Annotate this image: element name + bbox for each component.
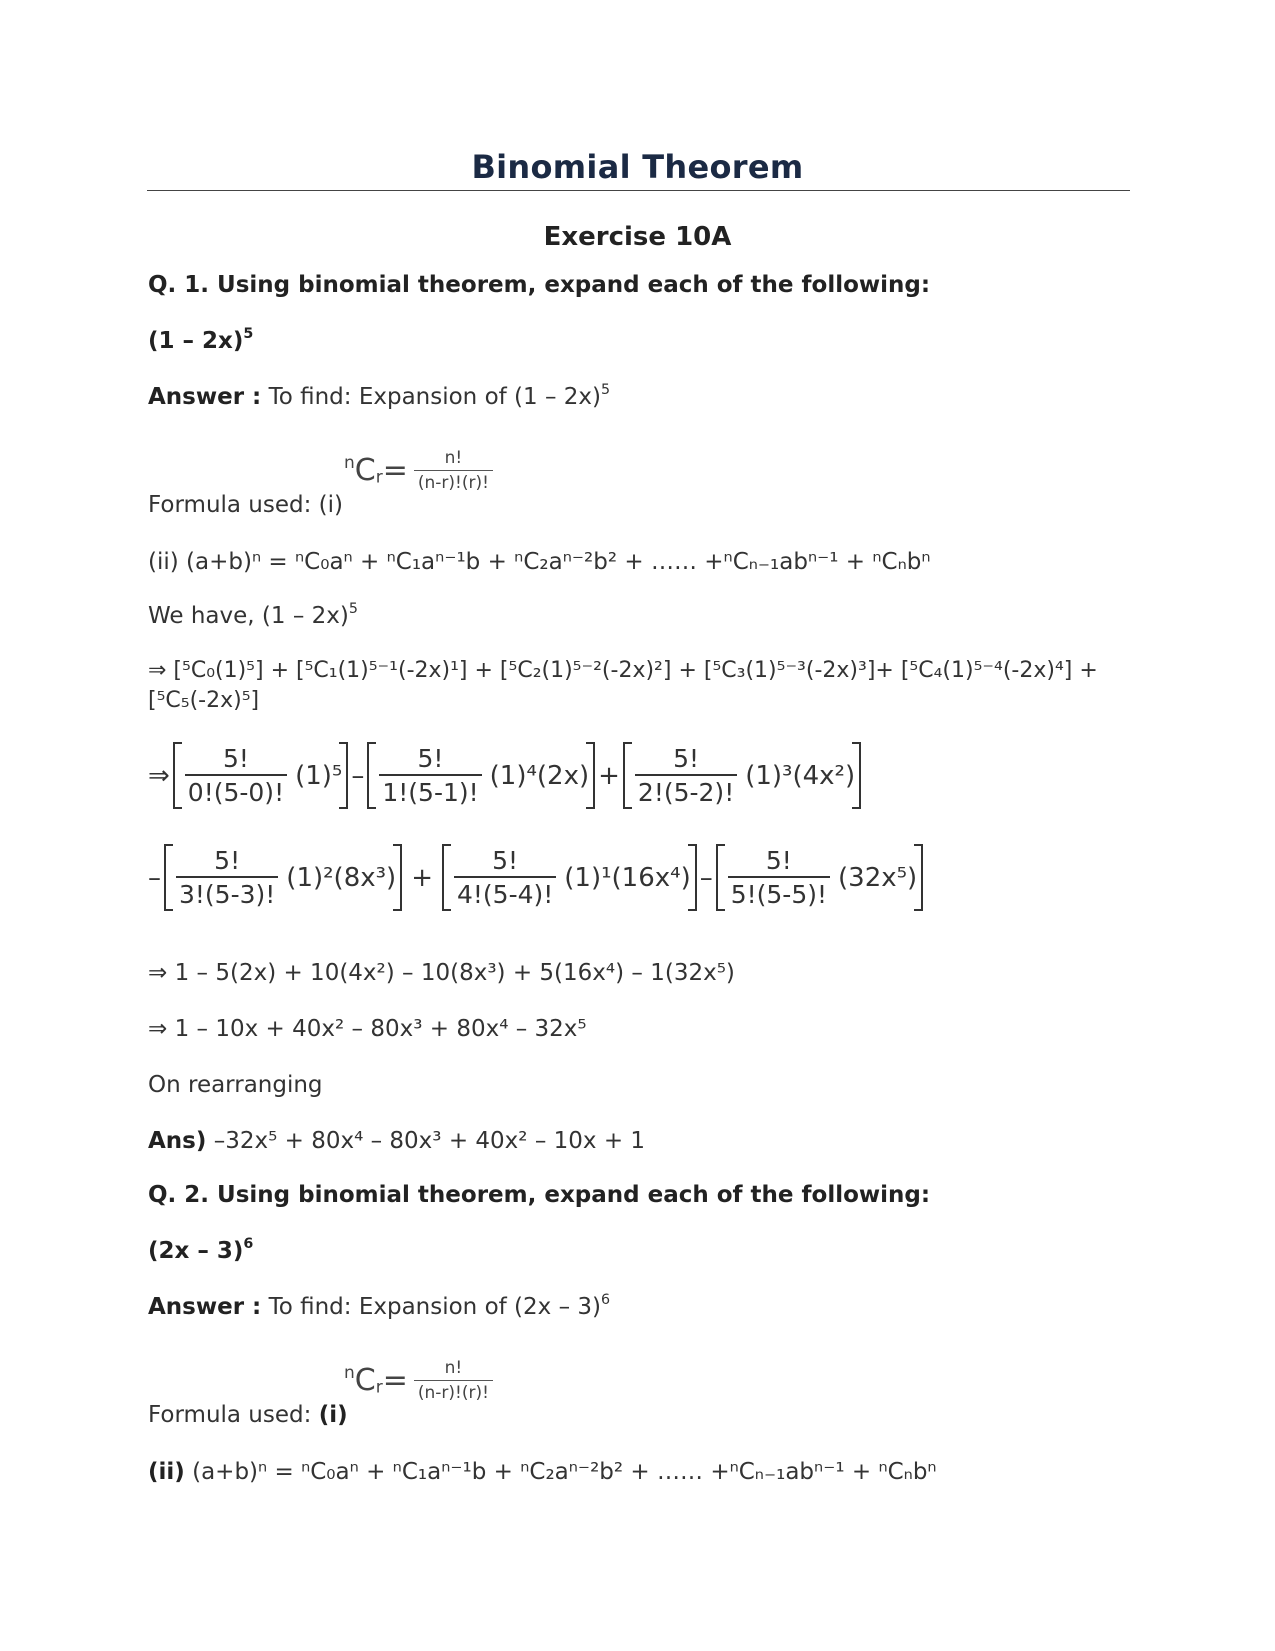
- ncr-numerator: n!: [444, 1358, 463, 1378]
- q1-we-have-exp: 5: [348, 601, 358, 618]
- q1-formula-ii-label: (ii): [148, 549, 179, 575]
- q2-formula-ii: [148, 1459, 937, 1485]
- term-3: [164, 844, 402, 911]
- term-5-factor: (32x⁵): [838, 862, 918, 893]
- q2-formula-label: [148, 1402, 348, 1428]
- q2-binomial-formula: (a+b)ⁿ = ⁿC₀aⁿ + ⁿC₁aⁿ⁻¹b + ⁿC₂aⁿ⁻²b² + …… +ⁿCₙ₋₁abⁿ⁻¹ + ⁿCₙbⁿ: [192, 1459, 937, 1485]
- q2-answer-text: To find: Expansion of (2x – 3): [261, 1294, 601, 1320]
- op-0: –: [351, 760, 365, 791]
- op-4: –: [699, 862, 713, 893]
- term-2-numerator: 5!: [673, 744, 700, 773]
- op-2: –: [148, 862, 161, 893]
- q1-formula-label: Formula used: (i): [148, 492, 344, 518]
- q1-fraction-row-2: [148, 844, 926, 911]
- q1-ans-label: Ans): [148, 1128, 207, 1154]
- q1-formula-ii: [148, 549, 931, 575]
- term-5: [716, 844, 923, 911]
- q1-question: Q. 1. Using binomial theorem, expand each of the following:: [148, 272, 931, 298]
- ncr-sup: n: [344, 1363, 355, 1384]
- term-1-factor: (1)⁴(2x): [489, 760, 590, 791]
- q1-answer-exp: 5: [601, 382, 611, 399]
- q2-answer-label: Answer :: [148, 1294, 262, 1320]
- ncr-sub: r: [375, 467, 383, 488]
- q2-formula-label-i: (i): [318, 1402, 348, 1428]
- ncr-fraction: [414, 1358, 493, 1403]
- term-3-denominator: 3!(5-3)!: [176, 876, 278, 909]
- q1-expression-exp: 5: [243, 326, 254, 343]
- q2-ncr-formula: [344, 1358, 493, 1403]
- q1-step1-line1: ⇒ [⁵C₀(1)⁵] + [⁵C₁(1)⁵⁻¹(-2x)¹] + [⁵C₂(1)⁵⁻²(-2x)²] + [⁵C₃(1)⁵⁻³(-2x)³]+ [⁵C₄(1)⁵⁻⁴(-2x)⁴] +: [148, 658, 1098, 683]
- op-3: +: [411, 862, 433, 893]
- term-4-numerator: 5!: [492, 846, 519, 875]
- term-0-fraction: [185, 744, 287, 807]
- term-3-fraction: [176, 846, 278, 909]
- term-4-fraction: [454, 846, 556, 909]
- q2-formula-label-text: Formula used:: [148, 1402, 319, 1428]
- ncr-letter: C: [354, 453, 376, 488]
- term-5-denominator: 5!(5-5)!: [728, 876, 830, 909]
- q1-step3: ⇒ 1 – 5(2x) + 10(4x²) – 10(8x³) + 5(16x⁴) – 1(32x⁵): [148, 960, 735, 986]
- q1-binomial-formula: (a+b)ⁿ = ⁿC₀aⁿ + ⁿC₁aⁿ⁻¹b + ⁿC₂aⁿ⁻²b² + …… +ⁿCₙ₋₁abⁿ⁻¹ + ⁿCₙbⁿ: [186, 549, 931, 575]
- q2-formula-ii-label: (ii): [148, 1459, 185, 1485]
- title-divider: [147, 190, 1130, 191]
- term-0-numerator: 5!: [222, 744, 249, 773]
- term-0: [173, 742, 349, 809]
- q1-answer-text: To find: Expansion of (1 – 2x): [261, 384, 601, 410]
- term-1-fraction: [379, 744, 481, 807]
- term-2: [623, 742, 861, 809]
- q1-step4: ⇒ 1 – 10x + 40x² – 80x³ + 80x⁴ – 32x⁵: [148, 1016, 587, 1042]
- q2-expression-exp: 6: [243, 1236, 254, 1253]
- ncr-sup: n: [344, 453, 355, 474]
- ncr-equals: =: [382, 453, 408, 488]
- term-3-factor: (1)²(8x³): [286, 862, 397, 893]
- q1-ncr-formula: [344, 448, 493, 493]
- q1-final-answer: [148, 1128, 645, 1154]
- q2-question: Q. 2. Using binomial theorem, expand each of the following:: [148, 1182, 931, 1208]
- q2-answer: [148, 1294, 610, 1320]
- term-1: [367, 742, 595, 809]
- term-5-fraction: [728, 846, 830, 909]
- q1-expression: [148, 328, 253, 354]
- q1-answer: [148, 384, 610, 410]
- q1-step1-line2: [⁵C₅(-2x)⁵]: [148, 688, 260, 713]
- q1-fraction-row-1: [148, 742, 864, 809]
- term-3-numerator: 5!: [214, 846, 241, 875]
- q1-we-have-text: We have, (1 – 2x): [148, 603, 349, 629]
- op-1: +: [598, 760, 620, 791]
- ncr-letter: C: [354, 1363, 376, 1398]
- q1-expression-base: (1 – 2x): [148, 328, 244, 354]
- q1-rearranging: On rearranging: [148, 1072, 323, 1098]
- term-2-fraction: [635, 744, 737, 807]
- term-2-denominator: 2!(5-2)!: [635, 774, 737, 807]
- ncr-fraction: [414, 448, 493, 493]
- ncr-denominator: (n-r)!(r)!: [414, 1380, 493, 1403]
- term-1-numerator: 5!: [417, 744, 444, 773]
- term-4-factor: (1)¹(16x⁴): [564, 862, 691, 893]
- arrow-symbol: ⇒: [148, 760, 170, 791]
- q2-expression: [148, 1238, 253, 1264]
- q2-answer-exp: 6: [601, 1292, 611, 1309]
- ncr-denominator: (n-r)!(r)!: [414, 470, 493, 493]
- ncr-numerator: n!: [444, 448, 463, 468]
- q2-expression-base: (2x – 3): [148, 1238, 244, 1264]
- term-5-numerator: 5!: [765, 846, 792, 875]
- term-1-denominator: 1!(5-1)!: [379, 774, 481, 807]
- q1-ans-text: –32x⁵ + 80x⁴ – 80x³ + 40x² – 10x + 1: [206, 1128, 646, 1154]
- term-4: [442, 844, 697, 911]
- ncr-sub: r: [375, 1377, 383, 1398]
- ncr-symbol: [344, 1363, 408, 1398]
- term-2-factor: (1)³(4x²): [745, 760, 856, 791]
- ncr-equals: =: [382, 1363, 408, 1398]
- term-0-factor: (1)⁵: [295, 760, 343, 791]
- ncr-symbol: [344, 453, 408, 488]
- term-0-denominator: 0!(5-0)!: [185, 774, 287, 807]
- q1-answer-label: Answer :: [148, 384, 262, 410]
- exercise-heading: Exercise 10A: [543, 222, 732, 252]
- q1-we-have: [148, 603, 358, 629]
- page-title: Binomial Theorem: [471, 148, 804, 186]
- term-4-denominator: 4!(5-4)!: [454, 876, 556, 909]
